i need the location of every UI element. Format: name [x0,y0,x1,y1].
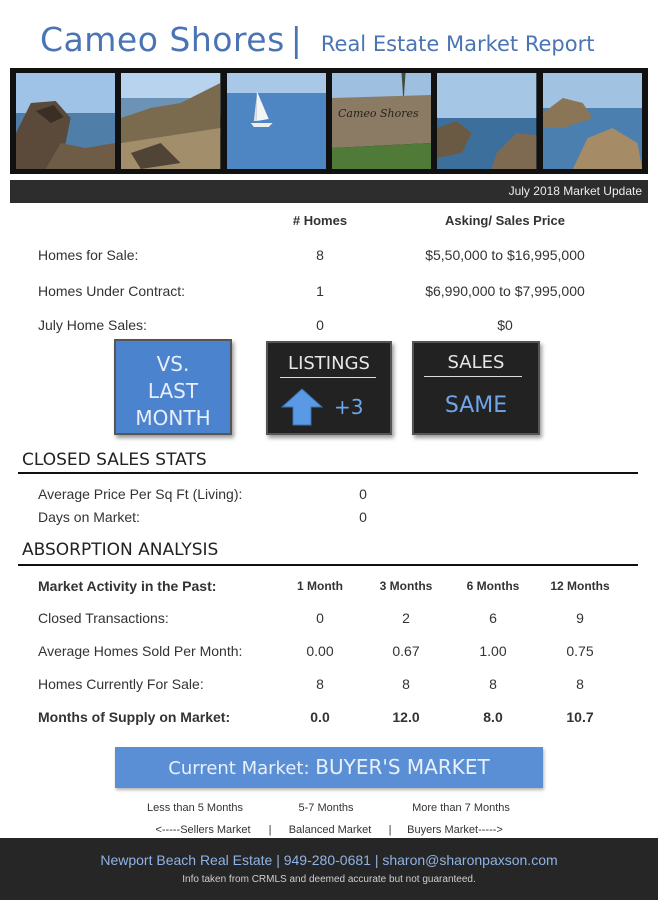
market-prefix: Current Market: [168,758,310,779]
listings-change: +3 [334,395,364,419]
absorption-cell: 10.7 [566,709,594,725]
buyers-market-label: Buyers Market-----> [407,824,503,836]
period-header: 12 Months [550,579,610,593]
scale-range: 5-7 Months [298,802,354,814]
absorption-cell: 6 [489,610,497,626]
listings-box [266,341,392,435]
update-bar [10,180,648,203]
current-market-banner [115,747,543,788]
closed-stat-value: 0 [359,486,367,502]
summary-row-price: $5,50,000 to $16,995,000 [425,247,585,263]
rocky-cove-photo [16,73,115,169]
closed-stat-label: Average Price Per Sq Ft (Living): [38,486,243,502]
summary-row-homes: 1 [316,283,324,299]
absorption-cell: 12.0 [392,709,420,725]
absorption-row-label: Homes Currently For Sale: [38,676,204,692]
listings-title: LISTINGS [288,353,370,374]
sales-title: SALES [447,352,505,373]
last-label: LAST [147,379,199,403]
sailboat-photo [227,73,326,169]
closed-sales-title: CLOSED SALES STATS [22,450,207,470]
title-separator: | [290,20,303,59]
absorption-title: ABSORPTION ANALYSIS [22,540,219,560]
report-title [40,20,640,70]
ocean-cove-photo [437,73,536,169]
absorption-cell: 8 [402,676,410,692]
month-label: MONTH [135,406,211,430]
scale-range: Less than 5 Months [146,802,243,814]
period-header: 1 Month [297,579,343,593]
absorption-cell: 0.67 [392,643,420,659]
scale-divider: | [388,824,392,836]
sales-title-rule [424,376,522,377]
summary-row-price: $6,990,000 to $7,995,000 [425,283,585,299]
summary-row-label: Homes Under Contract: [38,283,186,299]
absorption-cell: 0 [316,610,324,626]
sign-text: Cameo Shores [337,107,419,120]
listings-title-rule [280,377,376,378]
cameo-shores-sign-photo [332,73,431,169]
homes-column-header: # Homes [292,213,348,228]
absorption-cell: 8 [316,676,324,692]
absorption-rule [18,564,638,566]
period-header: 6 Months [466,579,520,593]
absorption-cell: 0.0 [310,709,330,725]
vs-last-month-box [114,339,232,435]
absorption-cell: 8 [489,676,497,692]
closed-stat-value: 0 [359,509,367,525]
summary-row-label: Homes for Sale: [38,247,139,263]
summary-row-label: July Home Sales: [38,317,147,333]
vs-label: VS. [156,352,190,376]
absorption-cell: 9 [576,610,584,626]
sellers-market-label: <-----Sellers Market [155,824,251,836]
closed-stat-label: Days on Market: [38,509,140,525]
closed-sales-rule [18,472,638,474]
absorption-cell: 1.00 [479,643,507,659]
balanced-market-label: Balanced Market [288,824,372,836]
absorption-cell: 8.0 [483,709,503,725]
footer [0,838,658,900]
sales-box [412,341,540,435]
beach-rocks-photo [121,73,220,169]
update-label: July 2018 Market Update [508,184,642,198]
brand-name: Cameo Shores [40,20,285,59]
footer-contact: Newport Beach Real Estate | 949-280-0681 | sharon@sharonpaxson.com [100,852,558,868]
period-header: 3 Months [379,579,433,593]
absorption-row-label: Average Homes Sold Per Month: [38,643,243,659]
summary-row-homes: 8 [316,247,324,263]
absorption-header-label: Market Activity in the Past: [38,578,217,594]
absorption-row-label: Months of Supply on Market: [38,709,231,725]
absorption-cell: 0.75 [566,643,594,659]
summary-row-price: $0 [497,317,513,333]
coastline-rocks-photo [543,73,642,169]
absorption-cell: 2 [402,610,410,626]
scale-divider: | [268,824,272,836]
summary-row-homes: 0 [316,317,324,333]
absorption-cell: 0.00 [306,643,334,659]
market-status: BUYER'S MARKET [315,755,490,779]
footer-disclaimer: Info taken from CRMLS and deemed accurate but not guaranteed. [182,874,476,885]
price-column-header: Asking/ Sales Price [445,213,565,228]
scale-range: More than 7 Months [412,802,510,814]
arrow-up-icon [280,387,324,427]
photo-strip [10,68,648,174]
report-subtitle: Real Estate Market Report [320,32,595,56]
absorption-row-label: Closed Transactions: [38,610,169,626]
sales-change: SAME [444,393,508,418]
absorption-cell: 8 [576,676,584,692]
